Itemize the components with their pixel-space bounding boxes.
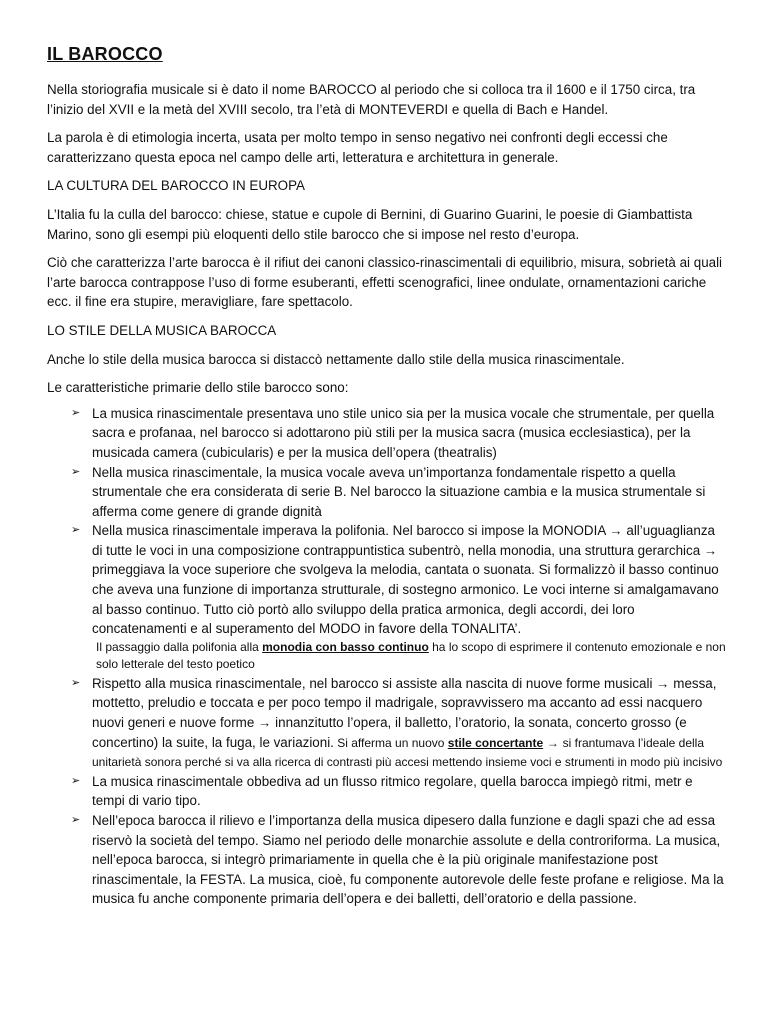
monodia-note <box>92 639 727 674</box>
arrow-bullet-icon: ➢ <box>71 814 81 826</box>
list-item <box>47 674 727 772</box>
list-item-text: primeggiava la voce superiore che svolgeva la melodia, cantata o suonata. Si formalizzò il basso continuo che aveva una funzione di importanza strutturale, di sostegno armonico. Le voci interne si amalgamavano al basso continuo. Tutto ciò portò allo sviluppo della pratica armonica, degli accordi, dei loro concatenamenti e al superamento del MODO in favore della TONALITA’. <box>92 562 719 637</box>
section-heading-cultura: LA CULTURA DEL BAROCCO IN EUROPA <box>47 178 305 194</box>
list-item-text: all’uguaglianza di tutte le voci in una composizione contrappuntistica subentrò, nella monodia, una struttura gerarchica <box>92 523 715 558</box>
list-item-text: innanzitutto l’opera, il balletto, l’oratorio, la sonata, concerto grosso (e concertino) la suite, la fuga, le variazioni. <box>92 715 687 750</box>
cultura-paragraph-1: L’Italia fu la culla del barocco: chiese, statue e cupole di Bernini, di Guarino Guarini, le poesie di Giambattista Marino, sono gli esempi più eloquenti dello stile barocco che si impose nel resto d’europa. <box>47 206 693 242</box>
intro-paragraph-1: Nella storiografia musicale si è dato il nome BAROCCO al periodo che si colloca tra il 1600 e il 1750 circa, tra l’inizio del XVII e la metà del XVIII secolo, tra l’età di MONTEVERDI e quella di Bach e Handel. <box>47 82 696 117</box>
stile-paragraph-1: Anche lo stile della musica barocca si distaccò nettamente dallo stile della musica rinascimentale. <box>47 351 625 367</box>
document-page <box>47 42 727 909</box>
right-arrow-icon: → <box>546 735 559 750</box>
monodia-link[interactable]: monodia con basso continuo <box>262 639 429 654</box>
right-arrow-icon: → <box>703 542 718 558</box>
arrow-bullet-icon: ➢ <box>71 406 81 419</box>
right-arrow-icon: → <box>656 675 670 691</box>
stile-concertante-link[interactable]: stile concertante <box>447 735 544 750</box>
list-item-text: La musica rinascimentale obbediva ad un flusso ritmico regolare, quella barocca impiegò ritmi, metr e tempi di vario tipo. <box>92 773 693 809</box>
list-item-text: Nella musica rinascimentale, la musica vocale aveva un’importanza fondamentale rispetto a quella strumentale che era considerata di serie B. Nel barocco la situazione cambia e la musica strumentale si afferma come genere di grande dignità <box>92 464 706 519</box>
section-heading-stile: LO STILE DELLA MUSICA BAROCCA <box>47 322 277 338</box>
list-item <box>47 463 727 522</box>
list-item <box>47 521 727 674</box>
list-item <box>47 811 727 909</box>
list-item-text: Nella musica rinascimentale imperava la polifonia. Nel barocco si impose la MONODIA <box>92 523 606 539</box>
list-item <box>47 772 727 811</box>
note-text: Il passaggio dalla polifonia alla <box>96 639 263 654</box>
note-text: si frantumava l’ideale della unitarietà sonora perché si va alla ricerca di contrasti più accesi mettendo insieme voci e strumenti in modo più incisivo <box>92 735 723 770</box>
list-item-text: messa, mottetto, preludio e toccata e per poco tempo il madrigale, sopravvissero ma accanto ad essi nacquero nuovi generi e nuove forme <box>92 675 717 731</box>
characteristics-list <box>47 404 727 909</box>
stile-paragraph-2: Le caratteristiche primarie dello stile barocco sono: <box>47 380 349 396</box>
right-arrow-icon: → <box>258 715 272 731</box>
list-item-text: Rispetto alla musica rinascimentale, nel barocco si assiste alla nascita di nuove forme musicali <box>92 675 653 691</box>
arrow-bullet-icon: ➢ <box>71 676 81 689</box>
list-item-text: La musica rinascimentale presentava uno stile unico sia per la musica vocale che strumentale, per quella sacra e profanaa, nel barocco si adottarono più stili per la musica sacra (musica ecclesiastica), per la musicada camera (cubicularis) e per la musica dell’opera (theatralis) <box>92 405 715 460</box>
right-arrow-icon: → <box>609 523 623 539</box>
arrow-bullet-icon: ➢ <box>71 774 81 787</box>
list-item <box>47 404 727 463</box>
arrow-bullet-icon: ➢ <box>71 524 81 537</box>
cultura-paragraph-2: Ciò che caratterizza l’arte barocca è il rifiut dei canoni classico-rinascimentali di equilibrio, misura, sobrietà ai quali l’arte barocca contrappose l’uso di forme esuberanti, effetti scenografici, linee ondulate, ornamentazioni cariche ecc. il fine era stupire, meravigliare, fare spettacolo. <box>47 255 723 310</box>
note-text: Si afferma un nuovo <box>333 735 448 750</box>
arrow-bullet-icon: ➢ <box>71 465 81 478</box>
note-text: ha lo scopo di esprimere il contenuto emozionale e non solo letterale del testo poetico <box>96 639 726 672</box>
intro-paragraph-2: La parola è di etimologia incerta, usata per molto tempo in senso negativo nei confronti degli eccessi che caratterizzano questa epoca nel campo delle arti, letteratura e architettura in generale. <box>47 130 668 165</box>
page-title: IL BAROCCO <box>47 44 163 64</box>
list-item-text: Nell’epoca barocca il rilievo e l’importanza della musica dipesero dalla funzione e dagli spazi che ad essa riservò la società del tempo. Siamo nel periodo delle monarchie assolute e della controriforma. La musica, nell’epoca barocca, si integrò primariamente in quella che è la più originale manifestazione post rinascimentale, la FESTA. La musica, cioè, fu componente autorevole delle feste profane e religiose. Ma la musica fu anche componente primaria dell’opera e dei balletti, dell’oratorio e della passione. <box>92 813 724 907</box>
